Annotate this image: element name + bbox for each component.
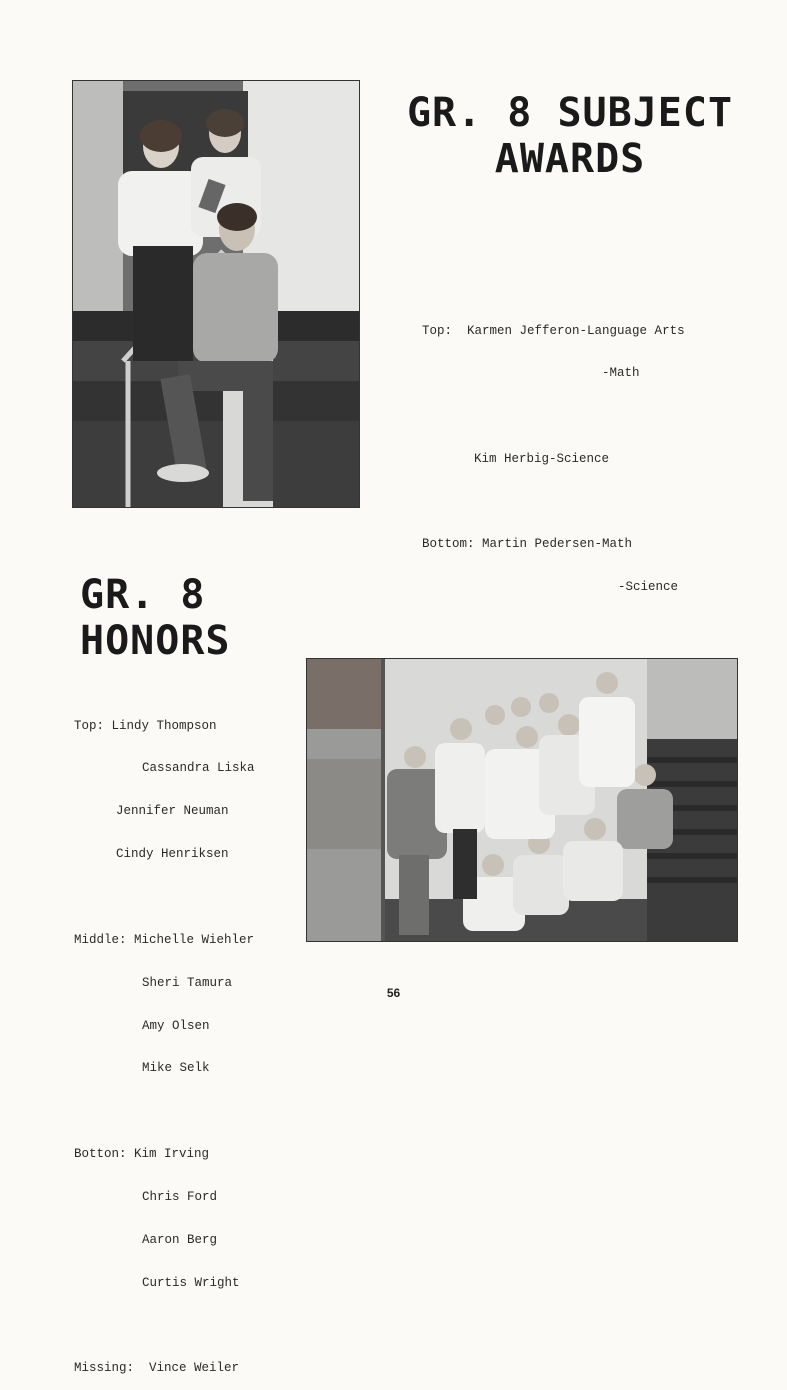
caption-name: Cassandra Liska (142, 761, 255, 776)
caption-name: Mike Selk (142, 1061, 210, 1076)
bottom-label: Botton: (74, 1146, 127, 1161)
subject-awards-title-line2: AWARDS (494, 136, 646, 182)
caption-name: -Math (602, 366, 640, 381)
honors-title-text: GR. 8 HONORS (80, 572, 231, 664)
top-label: Top: (422, 323, 453, 338)
subject-awards-title-line1: GR. 8 SUBJECT (406, 90, 734, 136)
caption-name: Karmen Jefferon-Language Arts (467, 323, 685, 338)
bottom-label: Bottom: (422, 537, 475, 552)
subject-awards-title (404, 90, 736, 182)
top-label: Top: (74, 718, 105, 733)
caption-name: Kim Irving (134, 1146, 210, 1161)
page-number: 56 (386, 986, 401, 1000)
caption-name: Lindy Thompson (111, 718, 217, 733)
honors-group-photo (306, 658, 738, 942)
caption-name: Cindy Henriksen (116, 847, 229, 862)
caption-name: Vince Weiler (149, 1361, 240, 1376)
caption-name: Jennifer Neuman (116, 804, 229, 819)
caption-name: Kim Herbig-Science (474, 451, 610, 466)
honors-title (80, 572, 370, 664)
middle-label: Middle: (74, 932, 127, 947)
caption-name: Sheri Tamura (142, 975, 233, 990)
caption-name: Amy Olsen (142, 1018, 210, 1033)
caption-name: Michelle Wiehler (134, 932, 255, 947)
caption-name: -Science (618, 580, 679, 595)
honors-captions (74, 690, 255, 1390)
caption-name: Curtis Wright (142, 1275, 240, 1290)
caption-name: Martin Pedersen-Math (482, 537, 633, 552)
caption-name: Aaron Berg (142, 1232, 218, 1247)
caption-name: Chris Ford (142, 1189, 218, 1204)
subject-awards-photo (72, 80, 360, 508)
missing-label: Missing: (74, 1361, 135, 1376)
